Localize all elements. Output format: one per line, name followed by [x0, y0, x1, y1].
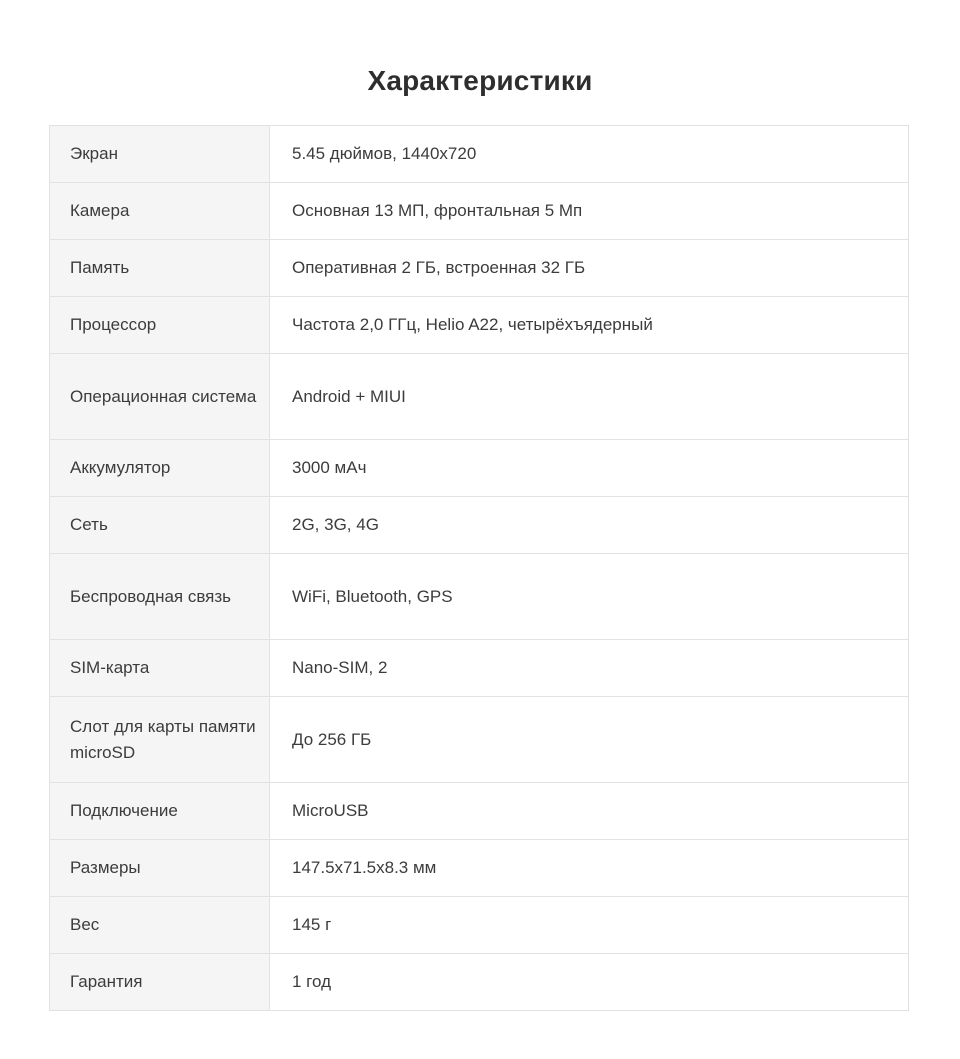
specifications-table [49, 125, 909, 1011]
spec-value: Nano-SIM, 2 [270, 640, 909, 697]
table-row-os [50, 354, 909, 440]
table-row-sim [50, 640, 909, 697]
spec-label: Вес [50, 897, 270, 954]
spec-value: Основная 13 МП, фронтальная 5 Мп [270, 183, 909, 240]
spec-label: SIM-карта [50, 640, 270, 697]
spec-label: Память [50, 240, 270, 297]
table-row-wireless [50, 554, 909, 640]
spec-value: 145 г [270, 897, 909, 954]
spec-label: Аккумулятор [50, 440, 270, 497]
page-title: Характеристики [367, 64, 593, 96]
spec-label: Гарантия [50, 954, 270, 1011]
table-row-dimensions [50, 840, 909, 897]
spec-label: Камера [50, 183, 270, 240]
spec-value: MicroUSB [270, 783, 909, 840]
spec-label: Подключение [50, 783, 270, 840]
spec-value: 147.5x71.5x8.3 мм [270, 840, 909, 897]
spec-value: 5.45 дюймов, 1440x720 [270, 126, 909, 183]
spec-value: 1 год [270, 954, 909, 1011]
table-row-microsd [50, 697, 909, 783]
spec-value: До 256 ГБ [270, 697, 909, 783]
spec-value: WiFi, Bluetooth, GPS [270, 554, 909, 640]
table-row-network [50, 497, 909, 554]
table-row-processor [50, 297, 909, 354]
spec-label: Экран [50, 126, 270, 183]
table-row-warranty [50, 954, 909, 1011]
table-row-weight [50, 897, 909, 954]
spec-value: Android + MIUI [270, 354, 909, 440]
spec-label: Беспроводная связь [50, 554, 270, 640]
table-row-screen [50, 126, 909, 183]
spec-label: Размеры [50, 840, 270, 897]
spec-value: Частота 2,0 ГГц, Helio A22, четырёхъядерный [270, 297, 909, 354]
spec-label: Сеть [50, 497, 270, 554]
spec-label: Слот для карты памяти microSD [50, 697, 270, 783]
spec-label: Процессор [50, 297, 270, 354]
table-row-memory [50, 240, 909, 297]
spec-value: 3000 мАч [270, 440, 909, 497]
table-row-camera [50, 183, 909, 240]
table-row-battery [50, 440, 909, 497]
spec-value: 2G, 3G, 4G [270, 497, 909, 554]
spec-label: Операционная система [50, 354, 270, 440]
table-row-connection [50, 783, 909, 840]
spec-value: Оперативная 2 ГБ, встроенная 32 ГБ [270, 240, 909, 297]
